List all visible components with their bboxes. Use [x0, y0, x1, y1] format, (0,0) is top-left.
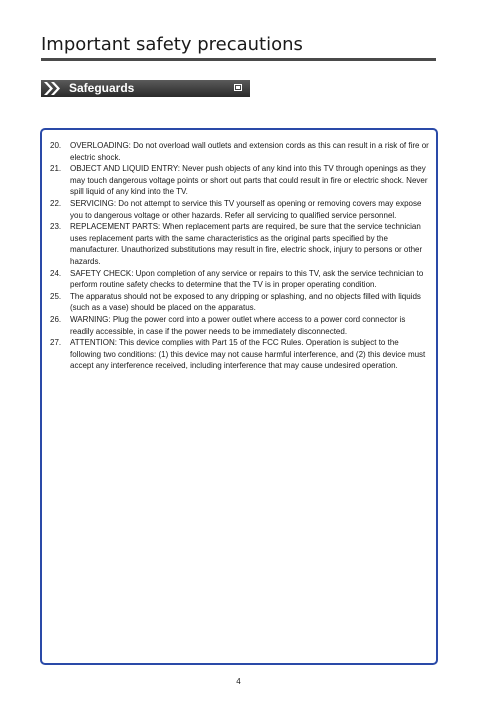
- item-text: OVERLOADING: Do not overload wall outlets and extension cords as this can result in a risk of fire or electric shock.: [70, 141, 429, 162]
- list-item: [50, 291, 431, 314]
- list-item: [50, 198, 431, 221]
- item-number: 22.: [50, 198, 62, 208]
- item-number: 20.: [50, 141, 62, 150]
- list-item: [50, 221, 431, 267]
- section-label: Safeguards: [69, 81, 135, 95]
- page-title: Important safety precautions: [41, 34, 303, 55]
- item-text: OBJECT AND LIQUID ENTRY: Never push objects of any kind into this TV through openings as they may touch dangerous voltage points or short out parts that could result in fire or electric shock. Never spill liquid of any kind into the TV.: [70, 164, 428, 197]
- list-item: [50, 337, 431, 372]
- item-number: 24.: [50, 268, 62, 278]
- section-banner: [41, 80, 250, 97]
- item-number: 25.: [50, 291, 62, 301]
- item-text: WARNING: Plug the power cord into a power outlet where access to a power cord connector is readily accessible, in case if the power needs to be immediately disconnected.: [70, 314, 406, 336]
- item-text: The apparatus should not be exposed to any dripping or splashing, and no objects filled with liquids (such as a vase) should be placed on the apparatus.: [70, 291, 421, 313]
- chevron-right-icon: [43, 81, 63, 96]
- safeguards-list: [50, 140, 431, 372]
- list-item: [50, 163, 431, 198]
- page-number: 4: [236, 677, 241, 686]
- item-text: REPLACEMENT PARTS: When replacement parts are required, be sure that the service technician uses replacement parts with the same characteristics as the original parts specified by the manufacturer. Unauthorized substitutions may result in fire, electric shock, injury to persons or other hazards.: [70, 222, 423, 266]
- list-item: [50, 140, 431, 163]
- item-number: 21.: [50, 164, 62, 174]
- list-item: [50, 268, 431, 291]
- item-number: 26.: [50, 314, 62, 324]
- list-item: [50, 314, 431, 337]
- window-icon: [234, 84, 242, 91]
- item-number: 23.: [50, 222, 62, 232]
- title-divider: [41, 58, 436, 61]
- safeguards-box: [40, 128, 438, 665]
- item-text: SAFETY CHECK: Upon completion of any service or repairs to this TV, ask the service technician to perform routine safety checks to determine that the TV is in proper operating condition.: [70, 268, 424, 290]
- item-text: SERVICING: Do not attempt to service this TV yourself as opening or removing covers may expose you to dangerous voltage or other hazards. Refer all servicing to qualified service personnel.: [70, 198, 422, 220]
- item-number: 27.: [50, 338, 62, 348]
- item-text: ATTENTION: This device complies with Part 15 of the FCC Rules. Operation is subject to the following two conditions: (1) this device may not cause harmful interference, and (2) this device must accept any interference received, including interference that may cause undesired operation.: [70, 338, 426, 371]
